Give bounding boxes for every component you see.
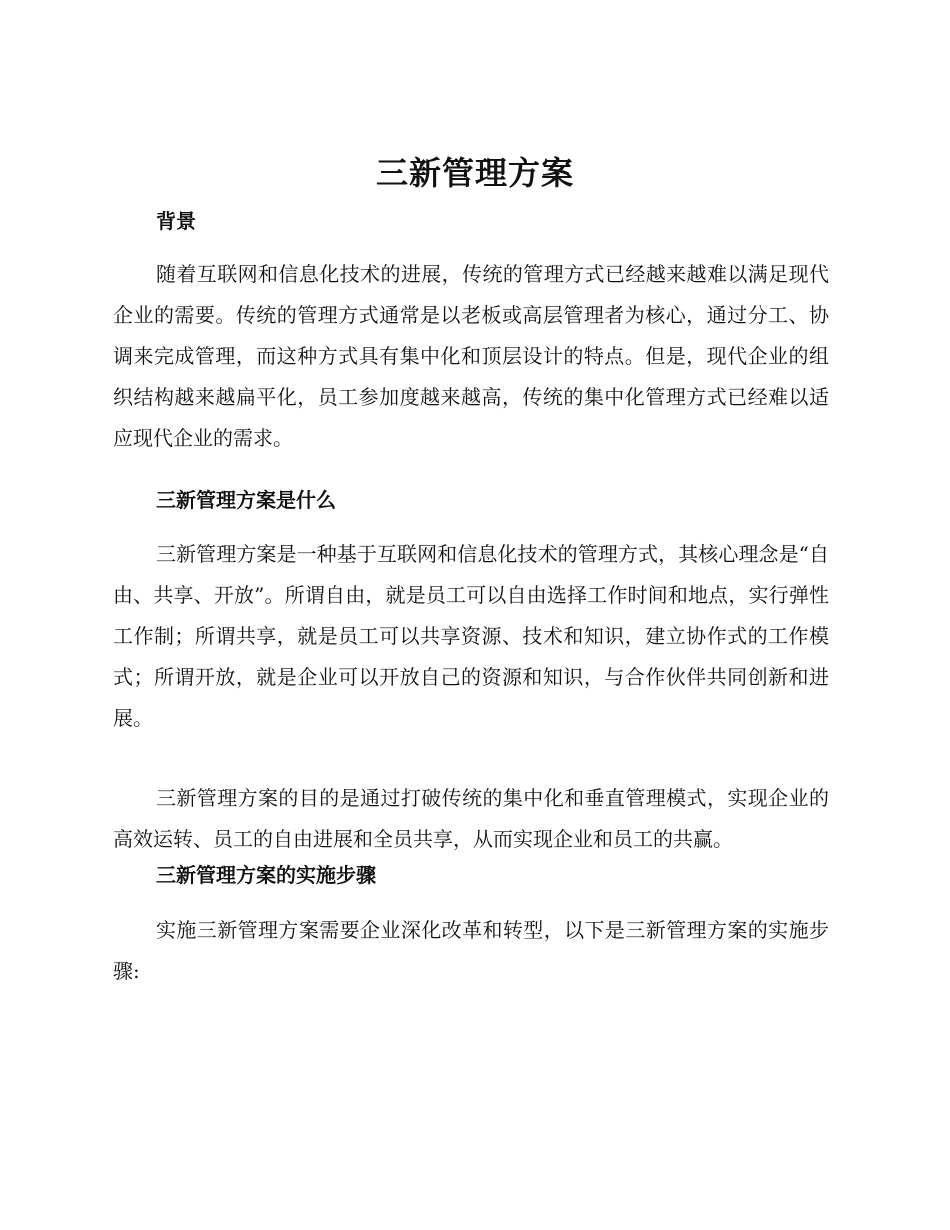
section-heading-background: 背景 [156,209,196,233]
paragraph-what-is-1: 三新管理方案是一种基于互联网和信息化技术的管理方式，其核心理念是“自由、共享、开放”。所谓自由，就是员工可以自由选择工作时间和地点，实行弹性工作制；所谓共享，就是员工可以共享资源、技术和知识，建立协作式的工作模式；所谓开放，就是企业可以开放自己的资源和知识，与合作伙伴共同创新和进展。 [113,542,829,730]
section-heading-what-is: 三新管理方案是什么 [156,488,336,512]
paragraph-what-is-2: 三新管理方案的目的是通过打破传统的集中化和垂直管理模式，实现企业的高效运转、员工的自由进展和全员共享，从而实现企业和员工的共赢。 [113,786,829,851]
paragraph-background: 随着互联网和信息化技术的进展，传统的管理方式已经越来越难以满足现代企业的需要。传统的管理方式通常是以老板或高层管理者为核心，通过分工、协调来完成管理，而这种方式具有集中化和顶层设计的特点。但是，现代企业的组织结构越来越扁平化，员工参加度越来越高，传统的集中化管理方式已经难以适应现代企业的需求。 [113,262,829,450]
document-title: 三新管理方案 [375,154,574,192]
paragraph-steps: 实施三新管理方案需要企业深化改革和转型，以下是三新管理方案的实施步骤: [113,918,829,983]
section-heading-steps: 三新管理方案的实施步骤 [156,863,376,887]
